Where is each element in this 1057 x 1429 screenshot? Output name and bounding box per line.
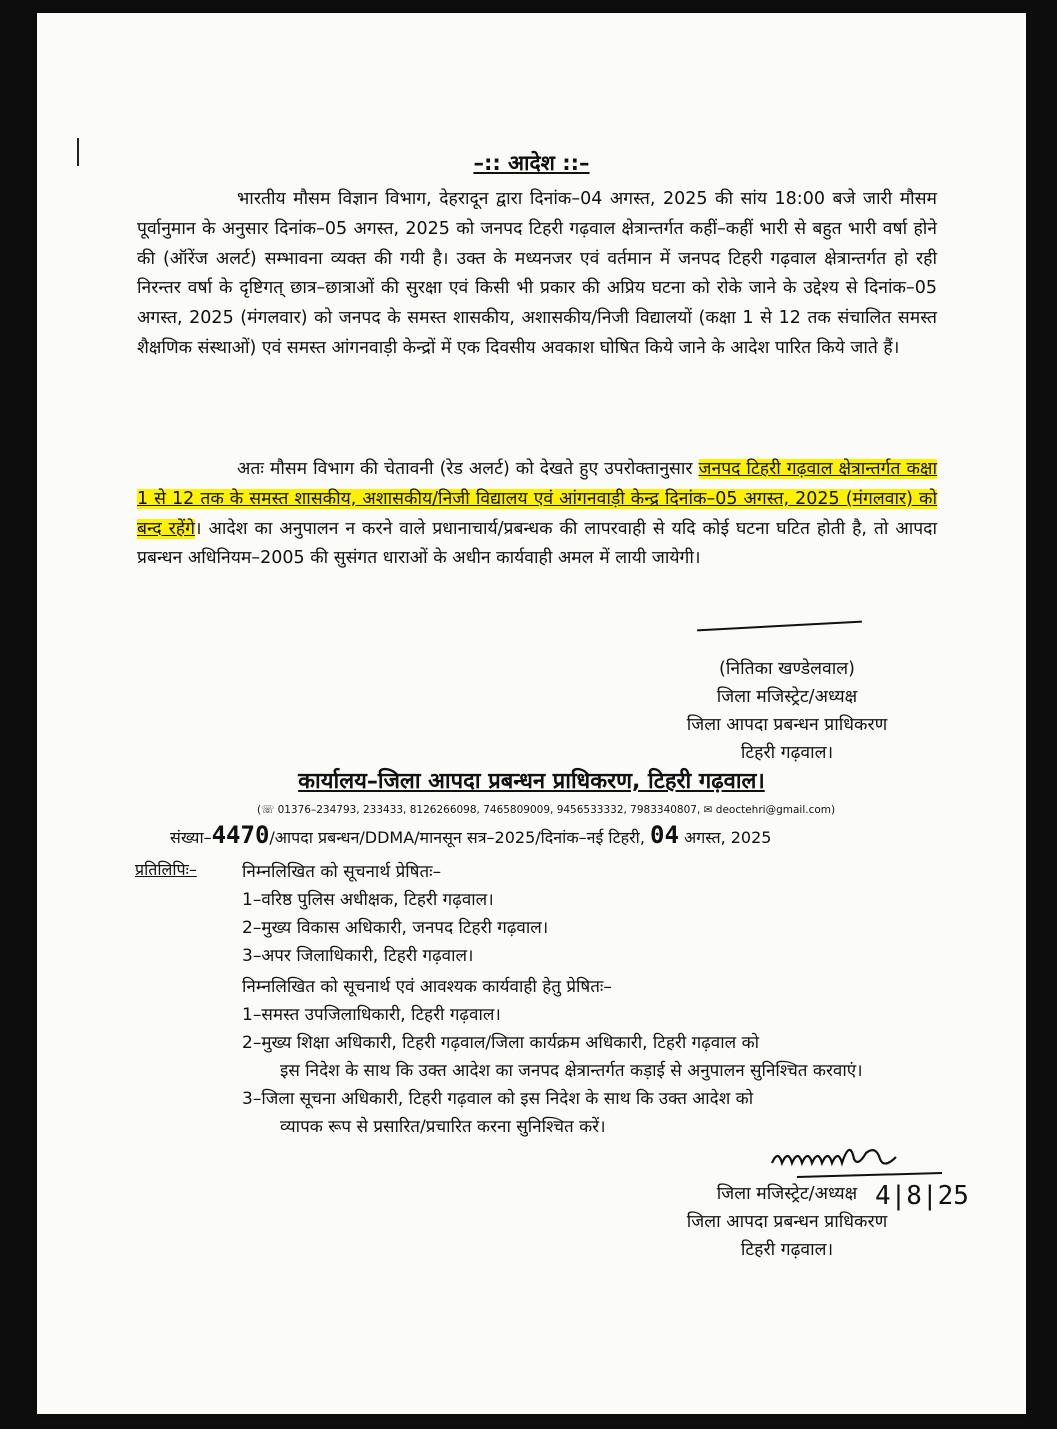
list-item: 2–मुख्य शिक्षा अधिकारी, टिहरी गढ़वाल/जिला कार्यक्रम अधिकारी, टिहरी गढ़वाल को इस निदेश के साथ कि उक्त आदेश का जनपद क्षेत्रान्तर्गत कड़ाई से अनुपालन सुनिश्चित करवाएं। [242,1033,863,1081]
order-title: –:: आदेश ::– [473,151,590,175]
order-paragraph-1: भारतीय मौसम विज्ञान विभाग, देहरादून द्वारा दिनांक–04 अगस्त, 2025 की सांय 18:00 बजे जारी मौसम पूर्वानुमान के अनुसार दिनांक–05 अगस्त, 2025 को जनपद टिहरी गढ़वाल क्षेत्रान्तर्गत कहीं–कहीं भारी से बहुत भारी वर्षा होने की (ऑरेंज अलर्ट) सम्भावना व्यक्त की गयी है। उक्त के मध्यनजर एवं वर्तमान में जनपद टिहरी गढ़वाल क्षेत्रान्तर्गत हो रही निरन्तर वर्षा के दृष्टिगत् छात्र–छात्राओं की सुरक्षा एवं किसी भी प्रकार की अप्रिय घटना को रोके जाने के उद्देश्य से दिनांक–05 अगस्त, 2025 (मंगलवार) को जनपद के समस्त शासकीय, अशासकीय/निजी विद्यालयों (कक्षा 1 से 12 तक संचालित समस्त शैक्षणिक संस्थाओं) एवं समस्त आंगनवाड़ी केन्द्रों में एक दिवसीय अवकाश घोषित किये जाने के आदेश पारित किये जाते हैं। [137,189,937,358]
handwritten-date: 4|8|25 [875,1181,969,1211]
signatory-name: (नितिका खण्डेलवाल) [719,659,855,679]
reference-line: संख्या–4470/आपदा प्रबन्धन/DDMA/मानसून सत्र–2025/दिनांक–नई टिहरी, 04 अगस्त, 2025 [170,821,772,849]
signatory-authority: जिला आपदा प्रबन्धन प्राधिकरण [686,715,888,735]
list-item: 2–मुख्य विकास अधिकारी, जनपद टिहरी गढ़वाल। [242,918,549,938]
office-heading: कार्यालय–जिला आपदा प्रबन्धन प्राधिकरण, टिहरी गढ़वाल। [298,769,765,794]
copy-group-1-heading: निम्नलिखित को सूचनार्थ प्रेषितः– [242,862,442,882]
handwritten-number: 4470 [211,821,270,849]
signatory-block [637,655,937,767]
signatory-designation: जिला मजिस्ट्रेट/अध्यक्ष [716,687,858,707]
copy-group-1 [242,858,548,970]
signatory-place: टिहरी गढ़वाल। [740,1240,834,1260]
copy-group-2-heading: निम्नलिखित को सूचनार्थ एवं आवश्यक कार्यवाही हेतु प्रेषितः– [242,977,612,997]
list-item: 1–समस्त उपजिलाधिकारी, टिहरी गढ़वाल। [242,1005,501,1025]
highlighted-closure-notice: जनपद टिहरी गढ़वाल क्षेत्रान्तर्गत कक्षा 1 से 12 तक के समस्त शासकीय, अशासकीय/निजी विद्यालय एवं आंगनवाड़ी केन्द्र दिनांक–05 अगस्त, 2025 (मंगलवार) को बन्द रहेंगे [137,459,937,539]
signatory-place: टिहरी गढ़वाल। [740,743,834,763]
order-paragraph-2: अतः मौसम विभाग की चेतावनी (रेड अलर्ट) को देखते हुए उपरोक्तानुसार जनपद टिहरी गढ़वाल क्षेत्रान्तर्गत कक्षा 1 से 12 तक के समस्त शासकीय, अशासकीय/निजी विद्यालय एवं आंगनवाड़ी केन्द्र दिनांक–05 अगस्त, 2025 (मंगलवार) को बन्द रहेंगे। आदेश का अनुपालन न करने वाले प्रधानाचार्य/प्रबन्धक की लापरवाही से यदि कोई घटना घटित होती है, तो आपदा प्रबन्धन अधिनियम–2005 की सुसंगत धाराओं के अधीन कार्यवाही अमल में लायी जायेगी। [137,459,937,569]
copy-label: प्रतिलिपिः– [135,860,197,879]
document-page [37,13,1026,1414]
signatory-authority: जिला आपदा प्रबन्धन प्राधिकरण [686,1212,888,1232]
signature-stroke [697,621,862,632]
copy-group-2 [242,973,940,1141]
list-item: 3–जिला सूचना अधिकारी, टिहरी गढ़वाल को इस निदेश के साथ कि उक्त आदेश को व्यापक रूप से प्रसारित/प्रचारित करना सुनिश्चित करें। [242,1089,754,1137]
handwritten-day: 04 [650,821,679,849]
contact-line: (☏ 01376–234793, 233433, 8126266098, 7465809009, 9456533332, 7983340807, ✉ deoctehri@gmail.com) [257,804,836,816]
list-item: 1–वरिष्ठ पुलिस अधीक्षक, टिहरी गढ़वाल। [242,890,494,910]
signatory-designation: जिला मजिस्ट्रेट/अध्यक्ष [716,1184,858,1204]
list-item: 3–अपर जिलाधिकारी, टिहरी गढ़वाल। [242,946,474,966]
